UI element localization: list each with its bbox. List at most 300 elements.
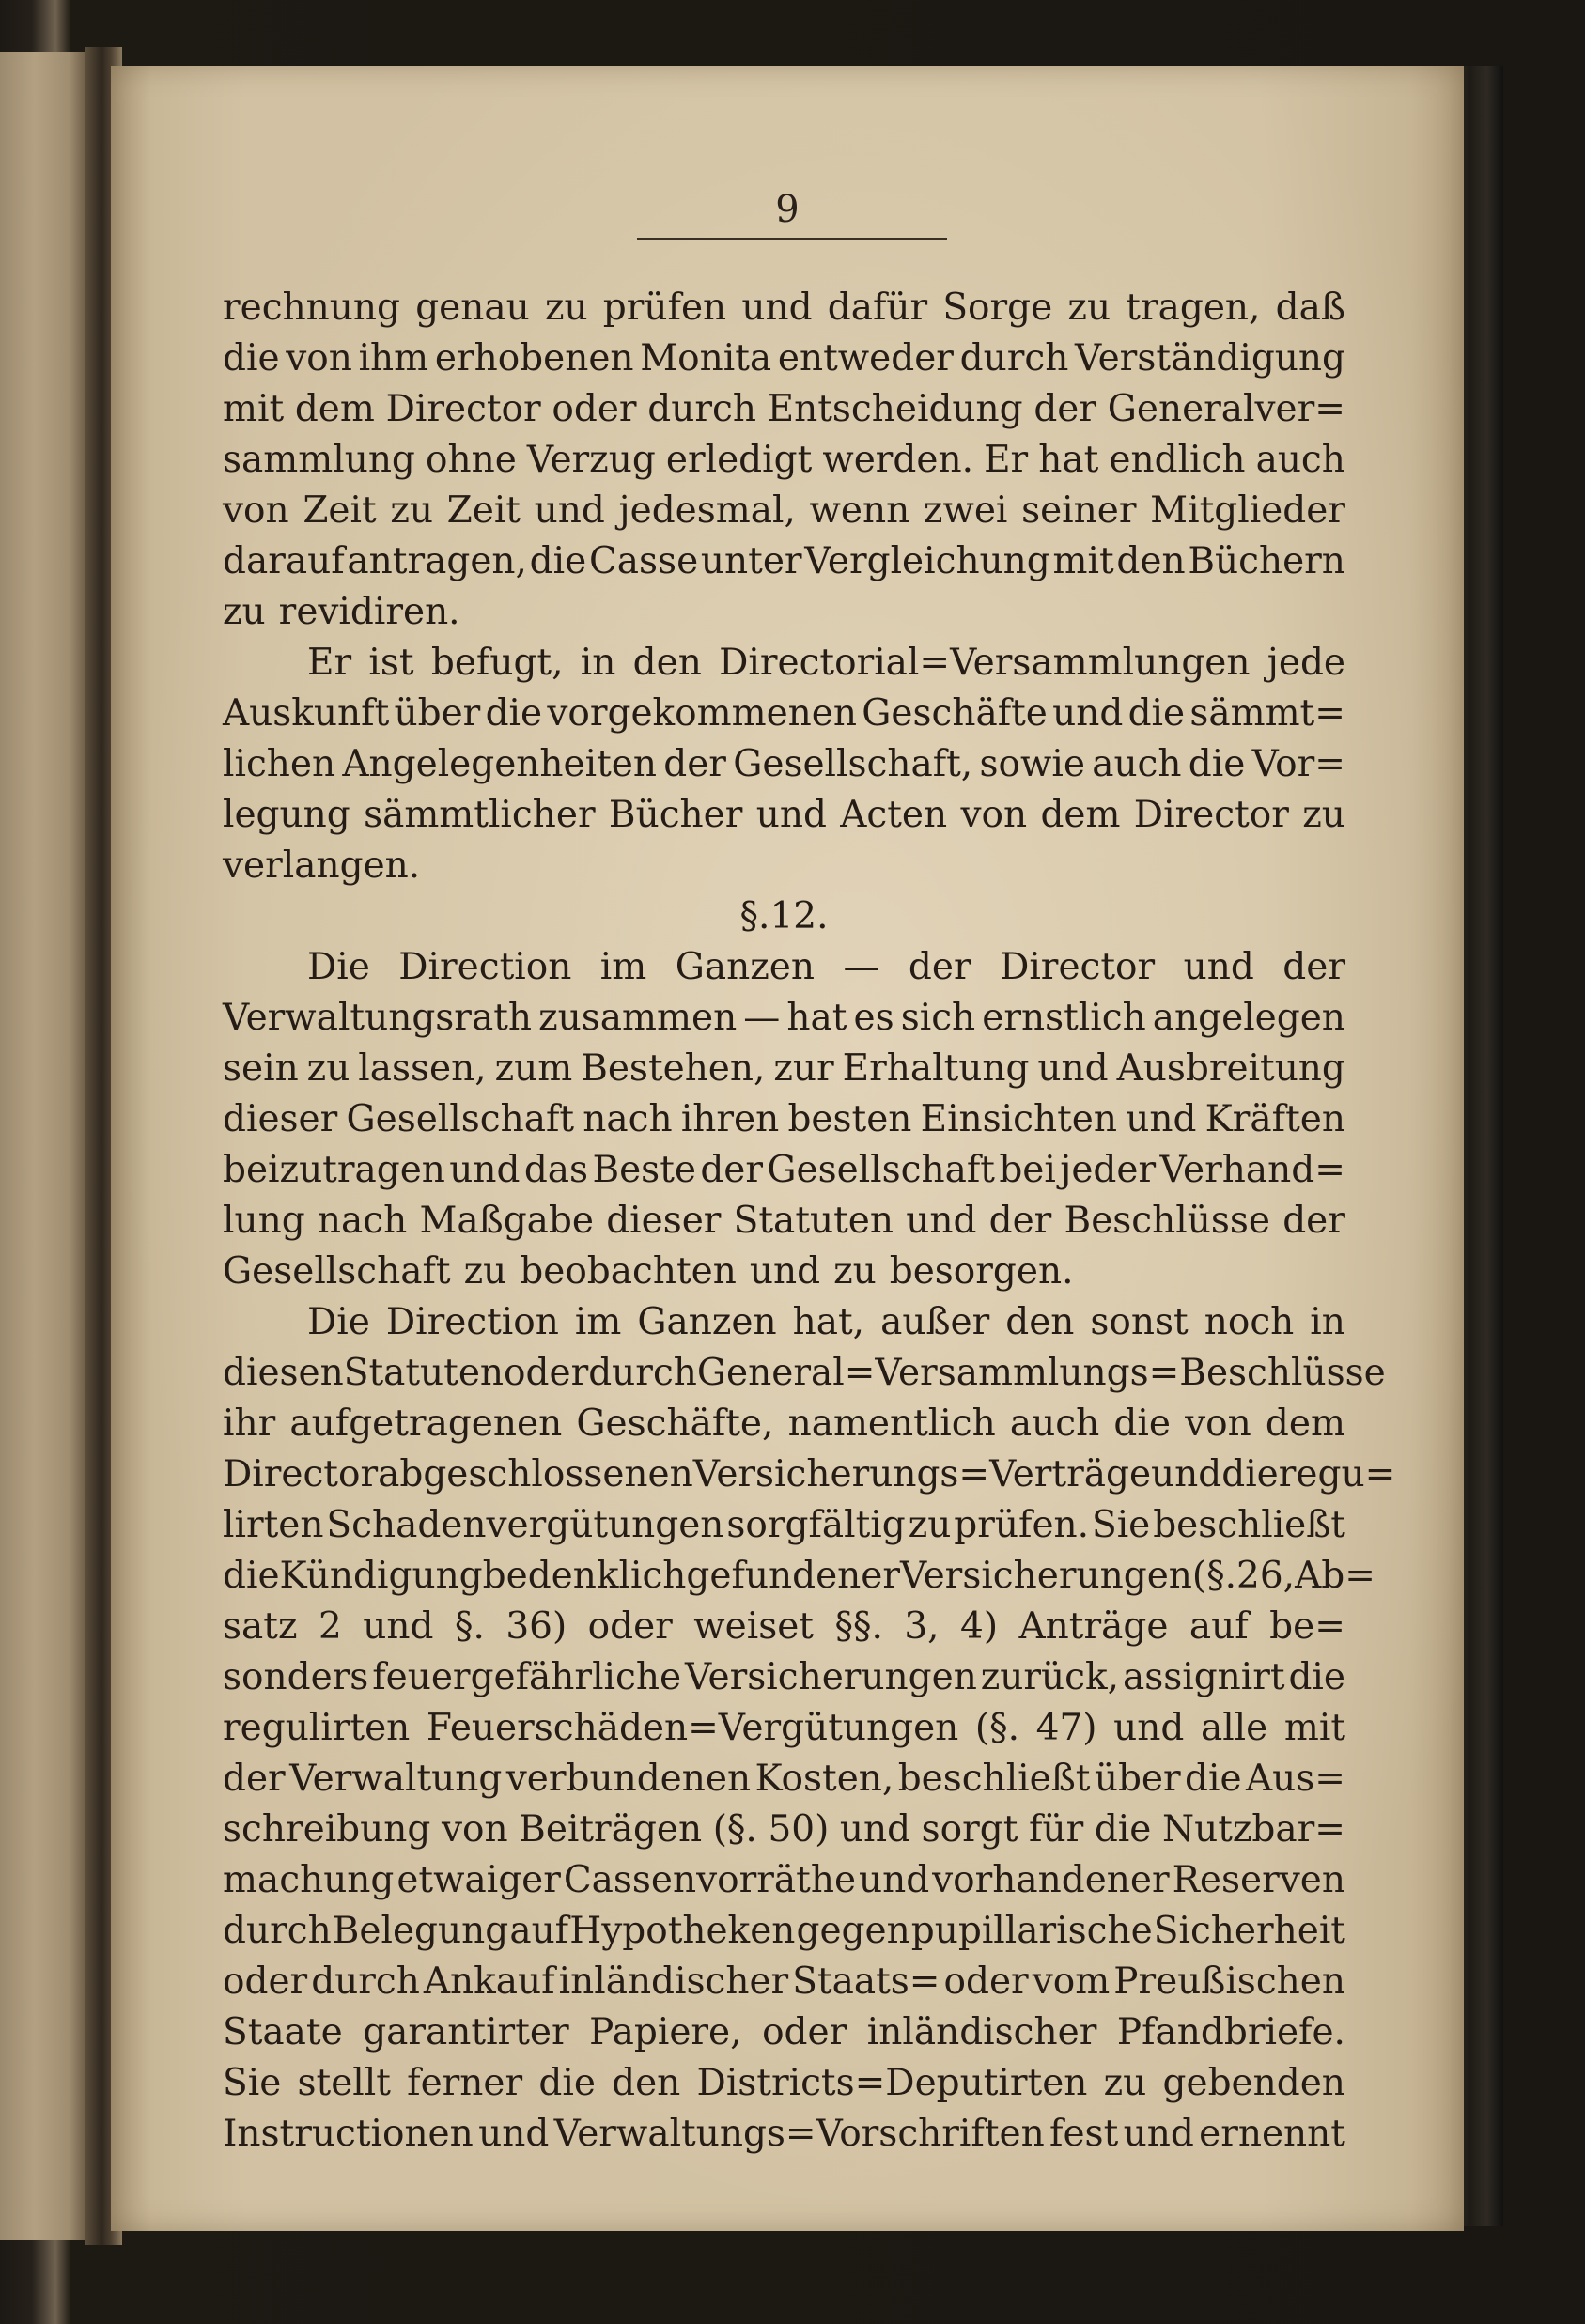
word: zu [1067, 287, 1111, 329]
word: (§. [712, 1808, 757, 1851]
word: nach [317, 1200, 408, 1242]
text-line [223, 1906, 1345, 1957]
text-line [223, 1094, 1345, 1145]
word: Einsichten [920, 1098, 1117, 1140]
word: Sie [1091, 1504, 1151, 1546]
word: mit [1052, 540, 1114, 582]
text-line [223, 333, 1345, 384]
word: auch [1009, 1402, 1100, 1445]
word: auf [509, 1910, 569, 1952]
word: Verwaltung [289, 1758, 503, 1800]
word: Ganzen [675, 946, 815, 988]
text-line [223, 283, 1345, 333]
word: Statuten [343, 1352, 505, 1394]
word: es [853, 997, 894, 1039]
word: legung [223, 794, 350, 836]
word: garantirter [363, 2011, 569, 2053]
word: zu [1302, 794, 1345, 836]
word: und [1123, 2113, 1194, 2155]
word: Direction [385, 1301, 559, 1343]
word: Director [385, 388, 541, 430]
word: Direction [398, 946, 572, 988]
word: Er [984, 439, 1029, 481]
word: ist [368, 642, 414, 684]
word: gebenden [1162, 2062, 1345, 2104]
word: erhobenen [434, 337, 634, 380]
text-line [223, 993, 1345, 1044]
text-line [223, 1196, 1345, 1247]
word: Zeit [303, 489, 377, 532]
word: Zeit [446, 489, 521, 532]
word: zu [1103, 2062, 1147, 2104]
word: Instructionen [223, 2113, 474, 2155]
word: etwaiger [396, 1859, 561, 1901]
word: über [394, 692, 481, 735]
word: prüfen [602, 287, 727, 329]
word: Gesellschaft [767, 1149, 995, 1191]
word: seiner [1021, 489, 1137, 532]
word: sammlung [223, 439, 415, 481]
word: verbundenen [505, 1758, 752, 1800]
word: hat [1038, 439, 1099, 481]
word: Gesellschaft [223, 1250, 451, 1293]
word: Angelegenheiten [342, 743, 657, 785]
word: die [485, 692, 543, 735]
word: und [906, 1200, 977, 1242]
word: und [741, 287, 813, 329]
word: Kosten, [754, 1758, 894, 1800]
word: im [574, 1301, 622, 1343]
word: für [1029, 1808, 1084, 1851]
word: Verwaltungs=Vorschriften [553, 2113, 1045, 2155]
word: jeder [1060, 1149, 1157, 1191]
word: rechnung [223, 287, 401, 329]
text-line [223, 841, 1345, 891]
word: in [1310, 1301, 1345, 1343]
text-line [223, 739, 1345, 790]
text-line [223, 435, 1345, 486]
word: oder [762, 2011, 847, 2053]
word: ferner [407, 2062, 523, 2104]
word: sämmtlicher [364, 794, 596, 836]
word: die [1185, 1758, 1242, 1800]
word: mit [1283, 1707, 1345, 1749]
word: von [1185, 1402, 1251, 1445]
text-line [223, 2007, 1345, 2058]
word: oder [223, 1960, 308, 2003]
word: Directorial=Versammlungen [719, 642, 1251, 684]
word: namentlich [787, 1402, 996, 1445]
word: Gesellschaft, [733, 743, 973, 785]
text-line [223, 587, 1345, 638]
word: sorgfältig [726, 1504, 906, 1546]
word: Versicherungen [900, 1555, 1192, 1597]
text-line [223, 2058, 1345, 2109]
word: der [663, 743, 726, 785]
word: zu [223, 591, 266, 633]
text-line [223, 1551, 1375, 1602]
word: werden. [822, 439, 973, 481]
word: Monita [640, 337, 772, 380]
word: Kräften [1204, 1098, 1345, 1140]
word: Beschlüsse [1064, 1200, 1270, 1242]
word: die [1188, 743, 1246, 785]
word: Geschäfte, [576, 1402, 774, 1445]
word: Reserven [1172, 1859, 1345, 1901]
word: Er [307, 642, 352, 684]
word: 47) [1035, 1707, 1097, 1749]
word: die [223, 337, 280, 380]
word: auch [1255, 439, 1345, 481]
word: 4) [960, 1605, 999, 1648]
word: Sie [223, 2062, 282, 2104]
word: durch [959, 337, 1069, 380]
word: oder [552, 388, 637, 430]
word: zurück, [980, 1656, 1120, 1698]
word: und [449, 1149, 521, 1191]
word: Nutzbar= [1161, 1808, 1345, 1851]
word: Geschäfte [862, 692, 1048, 735]
word: zur [773, 1047, 834, 1090]
word: die [538, 2062, 596, 2104]
word: zu [306, 1047, 350, 1090]
word: oder [943, 1960, 1029, 2003]
word: Vor= [1251, 743, 1345, 785]
word: erledigt [665, 439, 813, 481]
word: sein [223, 1047, 299, 1090]
word: 50) [768, 1808, 830, 1851]
text-line [223, 1957, 1345, 2007]
word: der [1282, 1200, 1345, 1242]
word: sonders [223, 1656, 369, 1698]
word: 36) [505, 1605, 567, 1648]
word: Pfandbriefe. [1116, 2011, 1345, 2053]
word: und [749, 1250, 821, 1293]
word: regu= [1278, 1453, 1396, 1495]
word: und [858, 1859, 930, 1901]
word: ihr [223, 1402, 276, 1445]
word: besten [787, 1098, 912, 1140]
word: Beiträgen [519, 1808, 703, 1851]
word: im [599, 946, 647, 988]
word: Belegung [332, 1910, 509, 1952]
word: vom [1032, 1960, 1111, 2003]
page-number: 9 [775, 188, 800, 231]
word: durch [223, 1910, 332, 1952]
word: lassen, [358, 1047, 487, 1090]
word: von [286, 337, 352, 380]
word: fest [1049, 2113, 1119, 2155]
word: unter [700, 540, 802, 582]
word: Casse [588, 540, 699, 582]
word: lichen [223, 743, 336, 785]
word: der [1033, 388, 1097, 430]
word: lung [223, 1200, 305, 1242]
word: mit [223, 388, 285, 430]
word: — [843, 946, 880, 988]
word: ihm [358, 337, 429, 380]
word: und [839, 1808, 911, 1851]
word: hat [786, 997, 847, 1039]
word: Versicherungen [684, 1656, 977, 1698]
word: Director [1133, 794, 1289, 836]
word: (§. [974, 1707, 1020, 1749]
word: Feuerschäden=Vergütungen [426, 1707, 959, 1749]
text-line [223, 1348, 1386, 1399]
word: Beste [592, 1149, 696, 1191]
word: zu [463, 1250, 507, 1293]
word: dem [294, 388, 375, 430]
word: Papiere, [589, 2011, 742, 2053]
word: Maßgabe [419, 1200, 594, 1242]
word: Hypotheken [569, 1910, 796, 1952]
text-line [223, 1500, 1345, 1551]
word: abgeschlossenen [378, 1453, 693, 1495]
word: endlich [1109, 439, 1246, 481]
word: sowie [979, 743, 1085, 785]
word: hat, [792, 1301, 865, 1343]
word: gefundener [686, 1555, 901, 1597]
word: ernstlich [982, 997, 1146, 1039]
word: der [700, 1149, 764, 1191]
word: Erhaltung [842, 1047, 1030, 1090]
word: ohne [425, 439, 517, 481]
word: und [1183, 946, 1254, 988]
word: noch [1204, 1301, 1295, 1343]
word: darauf [223, 540, 345, 582]
text-line [223, 384, 1345, 435]
word: und [1151, 1453, 1222, 1495]
word: die [1127, 692, 1186, 735]
word: Generalver= [1107, 388, 1345, 430]
word: gegen [796, 1910, 910, 1952]
word: zum [494, 1047, 573, 1090]
text-line [223, 2109, 1345, 2160]
word: und [1113, 1707, 1185, 1749]
text-line [223, 1044, 1345, 1094]
word: oder [504, 1352, 589, 1394]
word: inländischer [558, 1960, 789, 2003]
word: schreibung [223, 1808, 431, 1851]
word: 26, [1236, 1555, 1296, 1597]
word: befugt, [430, 642, 564, 684]
word: vorgekommenen [547, 692, 857, 735]
word: Bestehen, [581, 1047, 766, 1090]
word: den [1116, 540, 1186, 582]
word: Büchern [1188, 540, 1345, 582]
word: 2 [318, 1605, 342, 1648]
word: und [1052, 692, 1124, 735]
word: sorgt [921, 1808, 1018, 1851]
word: sonst [1090, 1301, 1189, 1343]
word: (§. [1191, 1555, 1237, 1597]
word: von [960, 794, 1028, 836]
word: weiset [693, 1605, 814, 1648]
word: Statuten [733, 1200, 894, 1242]
text-line [223, 1855, 1345, 1906]
word: durch [647, 388, 756, 430]
word: inländischer [866, 2011, 1097, 2053]
word: die [529, 540, 587, 582]
word: Verzug [526, 439, 656, 481]
word: dem [1265, 1402, 1345, 1445]
word: zusammen [538, 997, 738, 1039]
word: Staats= [792, 1960, 940, 2003]
word: Ankauf [423, 1960, 555, 2003]
word: entweder [777, 337, 954, 380]
word: oder [587, 1605, 673, 1648]
word: Aus= [1245, 1758, 1345, 1800]
word: nach [583, 1098, 673, 1140]
word: beobachten [520, 1250, 737, 1293]
text-line [223, 1754, 1345, 1805]
word: Staate [223, 2011, 343, 2053]
word: Verständigung [1075, 337, 1345, 380]
word: Kündigung [279, 1555, 483, 1597]
word: über [1094, 1758, 1181, 1800]
body-text [223, 283, 1396, 2160]
text-line [223, 1449, 1396, 1500]
text-line [223, 1297, 1345, 1348]
word: beschließt [897, 1758, 1091, 1800]
word: §. [454, 1605, 485, 1648]
word: — [743, 997, 781, 1039]
word: ernennt [1199, 2113, 1345, 2155]
word: Preußischen [1113, 1960, 1345, 2003]
word: das [523, 1149, 589, 1191]
word: Sicherheit [1153, 1910, 1345, 1952]
word: General=Versammlungs=Beschlüsse [696, 1352, 1386, 1394]
word: regulirten [223, 1707, 411, 1749]
text-line [223, 1247, 1345, 1297]
word: §§. [834, 1605, 883, 1648]
word: der [223, 1758, 286, 1800]
word: stellt [297, 2062, 391, 2104]
word: jedesmal, [618, 489, 796, 532]
text-line [223, 790, 1345, 841]
word: auf [1189, 1605, 1249, 1648]
word: Auskunft [223, 692, 390, 735]
word: von [441, 1808, 508, 1851]
word: machung [223, 1859, 395, 1901]
word: jede [1266, 642, 1345, 684]
word: Districts=Deputirten [696, 2062, 1088, 2104]
word: der [908, 946, 971, 988]
word: Bücher [608, 794, 743, 836]
word: alle [1200, 1707, 1268, 1749]
word: durch [588, 1352, 697, 1394]
word: und [363, 1605, 434, 1648]
word: dem [1040, 794, 1121, 836]
word: daß [1275, 287, 1345, 329]
word: Entscheidung [767, 388, 1023, 430]
text-line [223, 1145, 1345, 1196]
text-line [223, 1703, 1345, 1754]
book-page [111, 66, 1464, 2231]
word: genau [415, 287, 530, 329]
word: und [534, 489, 605, 532]
word: die [1113, 1402, 1171, 1445]
word: die [1288, 1656, 1345, 1698]
word: satz [223, 1605, 298, 1648]
page-number-rule [637, 238, 947, 240]
word: Director [223, 1453, 379, 1495]
word: Versicherungs=Verträge [692, 1453, 1152, 1495]
word: von [223, 489, 289, 532]
word: die [223, 1555, 280, 1597]
word: dafür [827, 287, 928, 329]
word: und [478, 2113, 550, 2155]
word: zu [390, 489, 433, 532]
word: Ganzen [637, 1301, 777, 1343]
word: Anträge [1018, 1605, 1169, 1648]
word: pupillarische [910, 1910, 1153, 1952]
word: antragen, [347, 540, 527, 582]
word: be= [1269, 1605, 1345, 1648]
word: die [1094, 1808, 1152, 1851]
word: und [755, 794, 827, 836]
word: und [1126, 1098, 1197, 1140]
previous-page-edge [0, 52, 86, 2240]
word: wenn [809, 489, 910, 532]
word: Sorge [942, 287, 1053, 329]
word: besorgen. [889, 1250, 1074, 1293]
word: prüfen. [954, 1504, 1090, 1546]
word: zu [908, 1504, 952, 1546]
word: in [580, 642, 616, 684]
word: vorhandener [932, 1859, 1170, 1901]
word: Schadenvergütungen [326, 1504, 724, 1546]
text-line [223, 689, 1345, 739]
word: auch [1092, 743, 1182, 785]
word: feuergefährliche [372, 1656, 682, 1698]
word: den [612, 2062, 681, 2104]
word: 3, [904, 1605, 940, 1648]
text-line [223, 1399, 1345, 1449]
text-line [223, 1652, 1345, 1703]
text-line [223, 1602, 1345, 1652]
word: revidiren. [278, 591, 460, 633]
word: assignirt [1122, 1656, 1285, 1698]
text-line [223, 1805, 1345, 1855]
word: sich [900, 997, 976, 1039]
word: Ausbreitung [1116, 1047, 1345, 1090]
word: außer [880, 1301, 990, 1343]
word: dieser [606, 1200, 722, 1242]
word: Director [1000, 946, 1156, 988]
word: lirten [223, 1504, 324, 1546]
word: bei [999, 1149, 1056, 1191]
word: verlangen. [223, 844, 421, 887]
word: aufgetragenen [289, 1402, 563, 1445]
text-line [223, 486, 1345, 536]
word: sämmt= [1189, 692, 1345, 735]
word: Verhand= [1159, 1149, 1345, 1191]
word: die [1221, 1453, 1279, 1495]
word: Acten [840, 794, 948, 836]
word: zu [544, 287, 588, 329]
word: zu [833, 1250, 877, 1293]
word: der [988, 1200, 1052, 1242]
word: Gesellschaft [346, 1098, 575, 1140]
text-line [223, 638, 1345, 689]
word: Mitglieder [1150, 489, 1345, 532]
text-line [223, 536, 1345, 587]
word: 12. [769, 895, 829, 937]
section-heading [223, 891, 1345, 942]
word: Die [307, 946, 370, 988]
word: Vergleichung [804, 540, 1050, 582]
